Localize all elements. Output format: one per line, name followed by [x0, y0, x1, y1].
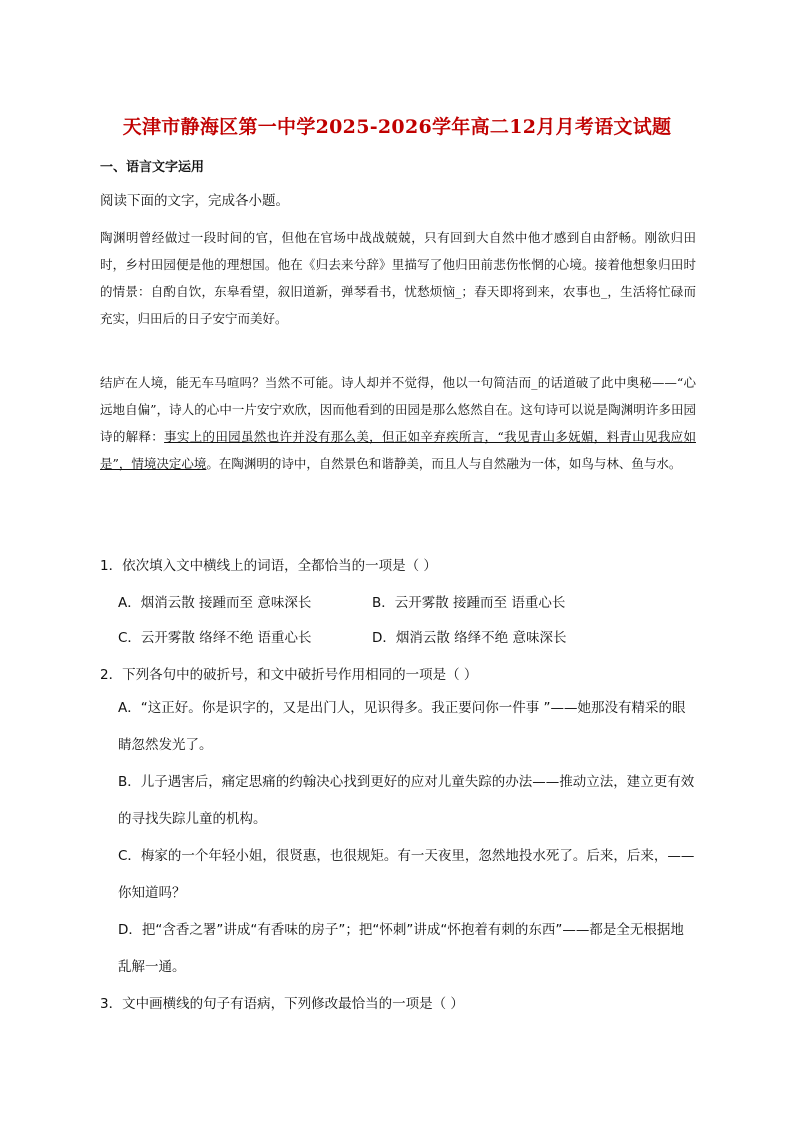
- instruction-text: 阅读下面的文字，完成各小题。: [100, 193, 289, 209]
- question-1-option-b: B．云开雾散 接踵而至 语重心长: [372, 595, 566, 611]
- question-3-stem: 3．文中画横线的句子有语病，下列修改最恰当的一项是（ ）: [100, 996, 464, 1012]
- question-2-option-a: A．“这正好。你是识字的，又是出门人，见识得多。我正要问你一件事 ”——她那没有精采的眼睛忽然发光了。: [118, 700, 686, 753]
- question-2-option-b: B．儿子遇害后，痛定思痛的约翰决心找到更好的应对儿童失踪的办法——推动立法，建立更有效的寻找失踪儿童的机构。: [118, 774, 695, 827]
- question-2-option-d: D．把“含香之署”讲成“有香味的房子”；把“怀刺”讲成“怀抱着有刺的东西”——都是全无根据地乱解一通。: [118, 922, 684, 975]
- page-title: 天津市静海区第一中学2025-2026学年高二12月月考语文试题: [122, 116, 672, 138]
- question-2-option-c: C．梅家的一个年轻小姐，很贤惠，也很规矩。有一天夜里，忽然地投水死了。后来，后来，——你知道吗？: [118, 848, 695, 901]
- question-1-option-c: C．云开雾散 络绎不绝 语重心长: [118, 630, 312, 646]
- underlined-sentence: 事实上的田园虽然也许并没有那么美，但正如辛弃疾所言，“我见青山多妩媚，料青山见我应如是”，情境决定心境: [100, 429, 696, 471]
- passage-text: 。在陶渊明的诗中，自然景色和谐静美，而且人与自然融为一体，如鸟与林、鱼与水。: [206, 456, 682, 471]
- question-2-stem: 2．下列各句中的破折号，和文中破折号作用相同的一项是（ ）: [100, 667, 478, 683]
- passage-text: 结庐在人境，能无车马喧吗？当然不可能。诗人却并不觉得，他以一句简洁而_的话道破了此中奥秘——“心远地自偏”，诗人的心中一片安宁欢欣，因而他看到的田园是那么悠然自在。这句诗可以说是陶渊明许多田园诗的解释：: [100, 375, 696, 444]
- question-1-option-d: D．烟消云散 络绎不绝 意味深长: [372, 630, 567, 646]
- section-heading: 一、语言文字运用: [100, 160, 205, 175]
- passage-paragraph-1: 陶渊明曾经做过一段时间的官，但他在官场中战战兢兢，只有回到大自然中他才感到自由舒畅。刚欲归田时，乡村田园便是他的理想国。他在《归去来兮辞》里描写了他归田前悲伤怅惘的心境。接着他想象归田时的情景：自酌自饮，东皋看望，叙旧道新，弹琴看书，忧愁烦恼_；春天即将到来，农事也_，生活将忙碌而充实，归田后的日子安宁而美好。: [100, 230, 696, 326]
- question-1-option-a: A．烟消云散 接踵而至 意味深长: [118, 595, 312, 611]
- question-1-stem: 1．依次填入文中横线上的词语，全都恰当的一项是（ ）: [100, 558, 437, 574]
- passage-paragraph-2: [100, 369, 696, 477]
